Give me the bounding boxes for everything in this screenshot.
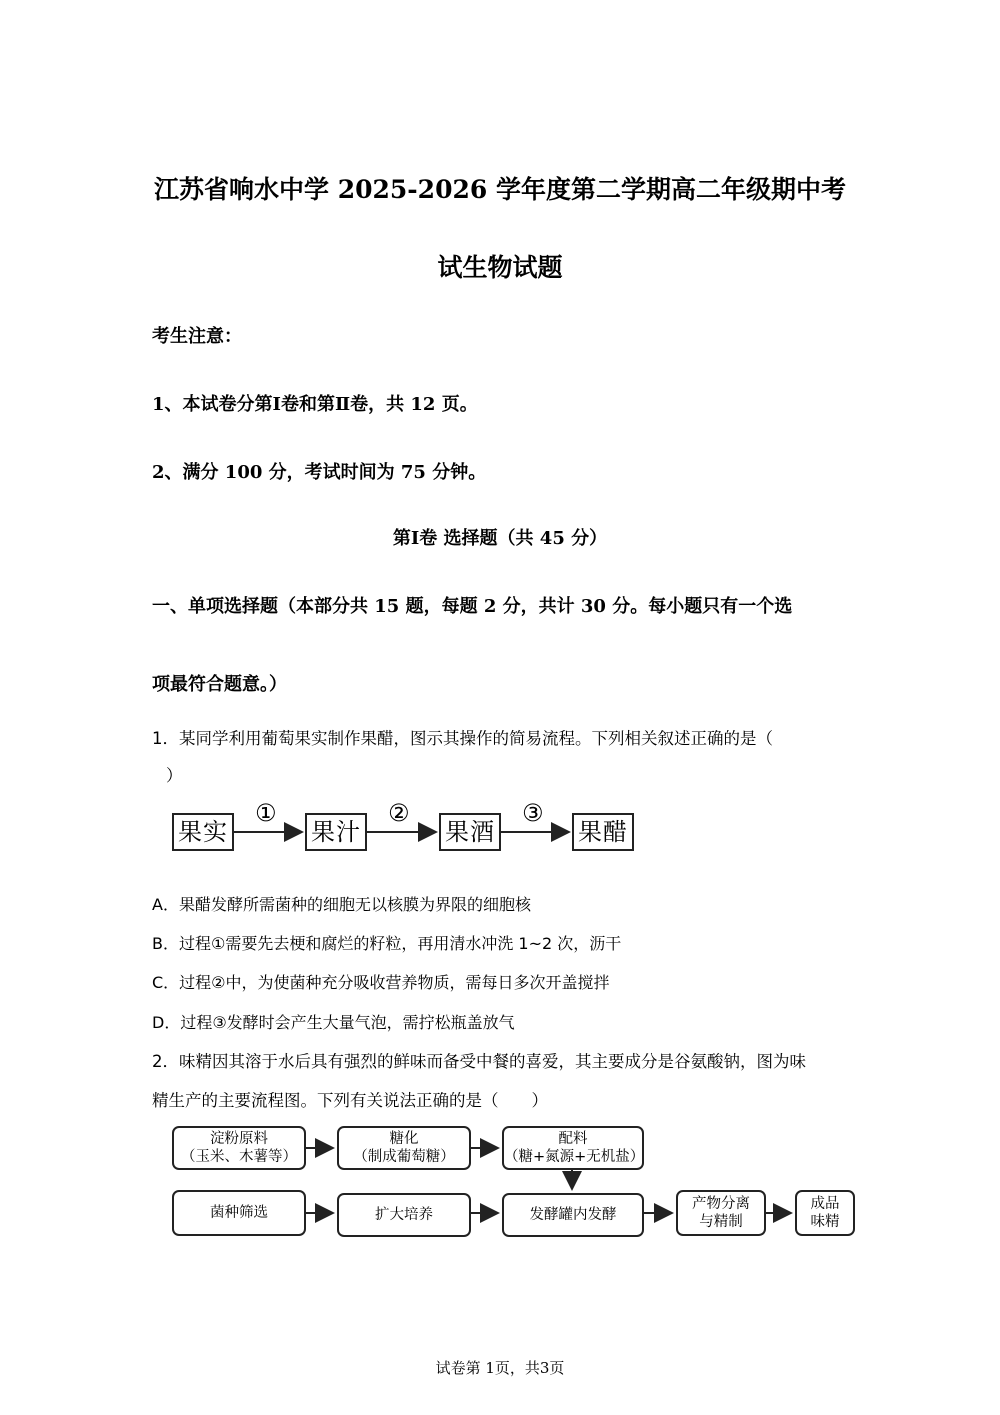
q1-step-2-label: ②: [388, 799, 410, 827]
page-footer: 试卷第 1页，共3页: [435, 1359, 565, 1377]
q1-option-a: A．果醋发酵所需菌种的细胞无以核膜为界限的细胞核: [152, 895, 531, 914]
q2-box-expansion-culture-label: 扩大培养: [375, 1207, 433, 1223]
q1-step-1-label: ①: [255, 799, 277, 827]
q1-stem-line2: ）: [166, 766, 183, 785]
q1-option-b: B．过程①需要先去梗和腐烂的籽粒，再用清水冲洗 1~2 次，沥干: [152, 934, 622, 953]
notice-item-1: 1、本试卷分第Ⅰ卷和第Ⅱ卷，共 12 页。: [152, 394, 478, 415]
q2-box-ingredients-title: 配料: [558, 1131, 588, 1147]
q2-box-fermenter-label: 发酵罐内发酵: [529, 1207, 617, 1223]
q1-box-juice: 果汁: [305, 813, 367, 851]
q2-box-ingredients-note: （糖+氮源+无机盐）: [504, 1149, 645, 1165]
section-heading: 第Ⅰ卷 选择题（共 45 分）: [392, 528, 608, 549]
part-instructions-line2: 项最符合题意。）: [152, 674, 287, 695]
q2-box-separation-l2: 与精制: [699, 1214, 743, 1230]
notice-heading: 考生注意：: [152, 326, 242, 347]
exam-title-line1: 江苏省响水中学 2025-2026 学年度第二学期高二年级期中考: [154, 175, 846, 204]
q2-box-strain-screening-label: 菌种筛选: [210, 1205, 268, 1221]
q2-box-final-product-l2: 味精: [810, 1214, 840, 1230]
q2-box-saccharify-note: （制成葡萄糖）: [353, 1149, 455, 1165]
q2-box-saccharify-title: 糖化: [389, 1131, 419, 1147]
q1-step-3-label: ③: [522, 799, 544, 827]
q2-box-final-product-l1: 成品: [810, 1196, 840, 1212]
q2-box-separation-l1: 产物分离: [692, 1196, 750, 1212]
notice-item-2: 2、满分 100 分，考试时间为 75 分钟。: [152, 462, 487, 483]
q2-box-starch-title: 淀粉原料: [210, 1131, 268, 1147]
q1-box-vinegar: 果醋: [572, 813, 634, 851]
q2-stem-line2: 精生产的主要流程图。下列有关说法正确的是（ ）: [152, 1091, 548, 1110]
exam-title-line2: 试生物试题: [437, 253, 563, 282]
q1-box-wine: 果酒: [439, 813, 501, 851]
q1-box-fruit: 果实: [172, 813, 234, 851]
q1-option-d: D．过程③发酵时会产生大量气泡，需拧松瓶盖放气: [152, 1013, 515, 1032]
q1-stem-line1: 1．某同学利用葡萄果实制作果醋，图示其操作的简易流程。下列相关叙述正确的是（: [152, 729, 773, 748]
q2-stem-line1: 2．味精因其溶于水后具有强烈的鲜味而备受中餐的喜爱，其主要成分是谷氨酸钠，图为味: [152, 1052, 806, 1071]
q2-box-starch-note: （玉米、木薯等）: [181, 1149, 297, 1165]
part-instructions-line1: 一、单项选择题（本部分共 15 题，每题 2 分，共计 30 分。每小题只有一个选: [152, 596, 793, 617]
q1-option-c: C．过程②中，为使菌种充分吸收营养物质，需每日多次开盖搅拌: [152, 973, 610, 992]
